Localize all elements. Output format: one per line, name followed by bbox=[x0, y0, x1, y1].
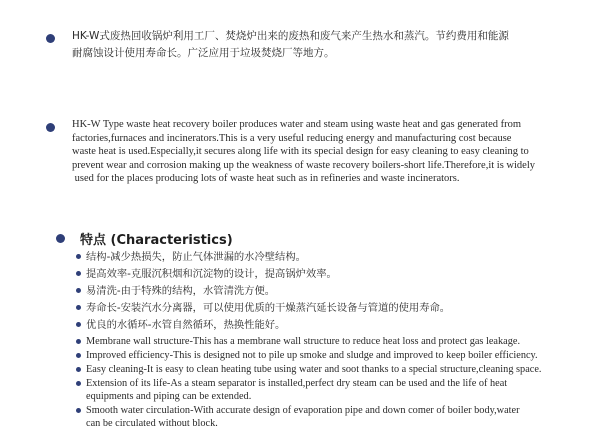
feature-en-text: Easy cleaning-It is easy to clean heating tube using water and soot thanks to a special structure,cleaning space. bbox=[86, 364, 542, 375]
feature-bullet-icon bbox=[76, 322, 81, 327]
intro-cn-paragraph bbox=[72, 28, 592, 62]
feature-cn-text: 寿命长-安装汽水分离器，可以使用优质的干燥蒸汽延长设备与管道的使用寿命。 bbox=[86, 302, 451, 314]
feature-bullet-icon bbox=[76, 254, 81, 259]
feature-en-text: Improved efficiency-This is designed not to pile up smoke and sludge and improved to keep boiler efficiency. bbox=[86, 350, 538, 361]
feature-en-item bbox=[76, 335, 520, 348]
intro-en-line-2: factories,furnaces and incinerators.This is a very useful reducing energy and manufacturing cost because bbox=[72, 132, 512, 144]
feature-bullet-icon bbox=[76, 288, 81, 293]
feature-bullet-icon bbox=[76, 353, 81, 358]
feature-en-text-cont: equipments and piping can be extended. bbox=[86, 391, 252, 402]
feature-bullet-icon bbox=[76, 408, 81, 413]
feature-en-item bbox=[76, 404, 520, 430]
feature-cn-text: 优良的水循环-水管自然循环，热换性能好。 bbox=[86, 319, 286, 331]
feature-cn-item bbox=[76, 266, 337, 282]
section-heading bbox=[80, 229, 233, 248]
feature-en-item bbox=[76, 349, 538, 362]
heading-bullet bbox=[56, 234, 65, 243]
heading-cn: 特点 bbox=[80, 233, 107, 248]
heading-en: (Characteristics) bbox=[110, 233, 233, 248]
feature-en-text-cont: can be circulated without block. bbox=[86, 418, 218, 429]
feature-bullet-icon bbox=[76, 271, 81, 276]
intro-en-paragraph bbox=[72, 118, 597, 186]
feature-cn-text: 提高效率-克服沉积烟和沉淀物的设计，提高锅炉效率。 bbox=[86, 268, 337, 280]
intro-en-line-1: HK-W Type waste heat recovery boiler produces water and steam using waste heat and gas generated from bbox=[72, 119, 522, 130]
feature-en-text: Extension of its life-As a steam separator is installed,perfect dry steam can be used and the life of heat bbox=[86, 378, 508, 389]
feature-cn-text: 结构-减少热损失，防止气体泄漏的水冷壁结构。 bbox=[86, 251, 306, 263]
feature-cn-text: 易清洗-由于特殊的结构，水管清洗方便。 bbox=[86, 285, 276, 297]
feature-cn-item bbox=[76, 317, 285, 333]
intro-en-line-4: prevent wear and corrosion making up the weakness of waste recovery boilers-short life.Therefore,it is widely bbox=[72, 159, 536, 171]
feature-cn-item bbox=[76, 283, 275, 299]
feature-en-item bbox=[76, 377, 507, 403]
feature-bullet-icon bbox=[76, 367, 81, 372]
feature-en-item bbox=[76, 363, 541, 376]
feature-cn-item bbox=[76, 249, 306, 265]
feature-en-text: Smooth water circulation-With accurate design of evaporation pipe and down comer of boiler body,water bbox=[86, 405, 520, 416]
feature-cn-item bbox=[76, 300, 450, 316]
intro-en-line-5: used for the places producing lots of waste heat such as in refineries and waste incinerators. bbox=[72, 173, 460, 185]
feature-bullet-icon bbox=[76, 381, 81, 386]
intro-en-line-3: waste heat is used.Especially,it secures along life with its special design for easy cleaning to easy cleaning to bbox=[72, 146, 529, 158]
intro-en-bullet bbox=[46, 123, 55, 132]
intro-cn-line-2: 耐腐蚀设计使用寿命长。广泛应用于垃圾焚烧厂等地方。 bbox=[72, 47, 335, 59]
feature-bullet-icon bbox=[76, 339, 81, 344]
feature-bullet-icon bbox=[76, 305, 81, 310]
intro-cn-bullet bbox=[46, 34, 55, 43]
intro-cn-line-1: HK-W式废热回收锅炉利用工厂、焚烧炉出来的废热和废气来产生热水和蒸汽。节约费用和能源 bbox=[72, 30, 509, 42]
feature-en-text: Membrane wall structure-This has a membrane wall structure to reduce heat loss and protect gas leakage. bbox=[86, 336, 521, 347]
